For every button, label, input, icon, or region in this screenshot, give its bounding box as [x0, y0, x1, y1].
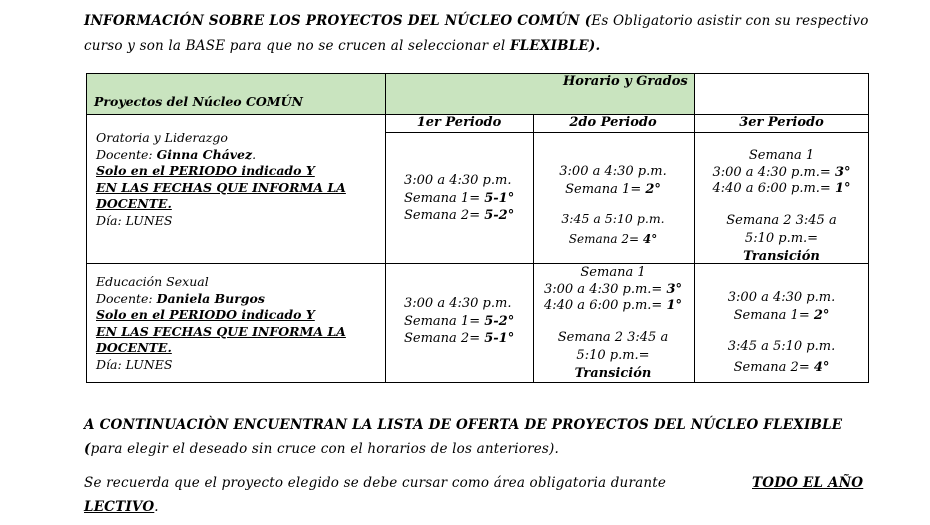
row2-p1-week2: Semana 2=	[404, 331, 485, 346]
row2-p1-grade2: 5-1°	[484, 331, 515, 346]
row1-project-cell	[96, 130, 381, 229]
intro-flexible: FLEXIBLE).	[509, 38, 601, 54]
header-projects-label: Proyectos del Núcleo COMÚN	[94, 94, 303, 109]
flex-reminder-line	[84, 471, 866, 496]
row2-period2-cell	[533, 265, 693, 382]
row2-p2-time3: 5:10 p.m.=	[576, 348, 650, 363]
row2-p1-time: 3:00 a 4:30 p.m.	[404, 296, 512, 311]
row2-teacher-label: Docente:	[96, 290, 157, 306]
row1-p3-transition: Transición	[743, 248, 820, 264]
row1-p2-week2: Semana 2=	[568, 231, 643, 246]
flex-paren-close: ).	[549, 441, 560, 457]
header-right-label	[563, 74, 688, 91]
flex-paren-line	[84, 437, 866, 462]
row1-p2-time2: 3:45 a 5:10 p.m.	[561, 211, 665, 226]
period-2-label: 2do Periodo	[569, 115, 657, 130]
row1-period3-cell	[694, 148, 869, 265]
row2-p3-week1: Semana 1=	[733, 307, 814, 323]
row1-note-2: EN LAS FECHAS QUE INFORMA LA	[96, 179, 346, 195]
row1-p3-time2: 4:40 a 6:00 p.m.=	[712, 181, 835, 196]
intro-line-1	[84, 9, 869, 34]
row2-p3-grade1: 2°	[813, 307, 830, 323]
period-header-3	[694, 115, 869, 132]
row2-p3-week2: Semana 2=	[733, 359, 814, 375]
row1-p1-week2: Semana 2=	[404, 208, 485, 223]
row2-p1-grade1: 5-2°	[484, 313, 515, 329]
flex-lectivo: LECTIVO	[84, 499, 155, 515]
row1-p1-grade1: 5-1°	[484, 190, 515, 206]
row1-period1-cell	[404, 172, 539, 225]
table-col1-divider	[385, 73, 386, 383]
row1-p3-week2: Semana 2 3:45 a	[726, 212, 837, 228]
header-schedule-label: Horario y Grados	[563, 74, 688, 89]
schedule-table	[86, 73, 869, 383]
row2-p3-time2: 3:45 a 5:10 p.m.	[727, 339, 836, 354]
row2-p1-week1: Semana 1=	[404, 313, 485, 329]
row1-p1-week1: Semana 1=	[404, 190, 485, 206]
table-right-border	[868, 73, 869, 383]
table-left-border	[86, 73, 87, 383]
flex-paren-text: para elegir el deseado sin cruce con el horarios de los anteriores	[90, 441, 550, 457]
period-header-1	[385, 115, 533, 132]
row1-teacher: Ginna Chávez	[156, 146, 253, 162]
intro-bold: INFORMACIÓN SOBRE LOS PROYECTOS DEL NÚCLEO COMÚN (	[84, 13, 592, 29]
period-header-2	[533, 115, 693, 132]
row2-p2-grade2: 1°	[666, 298, 683, 313]
row2-note-3: DOCENTE.	[96, 340, 172, 355]
row1-note-3: DOCENTE.	[96, 196, 172, 211]
row2-p2-transition: Transición	[574, 365, 652, 381]
row1-p2-week1: Semana 1=	[565, 181, 646, 197]
row1-p1-time: 3:00 a 4:30 p.m.	[404, 173, 512, 188]
row2-project-cell	[96, 274, 381, 373]
table-top-border	[86, 73, 869, 74]
row1-p2-time1: 3:00 a 4:30 p.m.	[559, 164, 667, 179]
flex-heading	[84, 413, 866, 438]
flex-lectivo-period: .	[154, 499, 159, 515]
row2-note-1: Solo en el PERIODO indicado Y	[96, 307, 315, 322]
table-header-divider	[385, 114, 869, 115]
flex-todo	[752, 471, 872, 496]
row2-p2-time2: 4:40 a 6:00 p.m.=	[543, 298, 667, 313]
row2-p3-time1: 3:00 a 4:30 p.m.	[727, 290, 836, 305]
flex-todo-text: TODO EL AÑO	[752, 475, 864, 491]
flex-reminder: Se recuerda que el proyecto elegido se debe cursar como área obligatoria durante	[84, 475, 667, 491]
table-row-divider	[86, 263, 869, 264]
row2-p2-week2: Semana 2 3:45 a	[557, 329, 669, 345]
table-col2-divider	[533, 114, 534, 383]
row2-note-2: EN LAS FECHAS QUE INFORMA LA	[96, 323, 346, 339]
flex-lectivo-line	[84, 495, 866, 520]
table-bottom-border	[86, 382, 869, 383]
flex-heading-text: A CONTINUACIÒN ENCUENTRAN LA LISTA DE OFERTA DE PROYECTOS DEL NÚCLEO FLEXIBLE	[84, 417, 843, 433]
intro-text: Es Obligatorio asistir con su respectivo	[591, 13, 869, 29]
table-col3-divider	[694, 73, 695, 383]
row1-p2-grade1: 2°	[645, 181, 661, 197]
row2-p2-week1: Semana 1	[580, 265, 646, 280]
row2-teacher: Daniela Burgos	[156, 290, 265, 306]
row1-note-1: Solo en el PERIODO indicado Y	[96, 163, 315, 178]
row2-p2-grade1: 3°	[666, 281, 683, 297]
row2-period3-cell	[694, 289, 869, 376]
row2-day: Día: LUNES	[96, 356, 173, 372]
intro-line2-text: curso y son la BASE para que no se crucen al seleccionar el	[84, 38, 510, 54]
row1-p3-grade1: 3°	[834, 164, 851, 180]
row1-p3-grade2: 1°	[834, 181, 851, 196]
table-header-bottom	[86, 114, 385, 115]
row1-p3-time3: 5:10 p.m.=	[744, 231, 819, 246]
row2-title: Educación Sexual	[96, 274, 209, 289]
row1-day: Día: LUNES	[96, 212, 173, 228]
row2-p2-time1: 3:00 a 4:30 p.m.=	[543, 281, 667, 297]
row1-teacher-label: Docente:	[96, 146, 157, 162]
period-3-label: 3er Periodo	[739, 115, 824, 130]
table-period-divider	[385, 132, 869, 133]
intro-line-2	[84, 34, 866, 59]
row1-p1-grade2: 5-2°	[484, 208, 515, 223]
row1-title: Oratoria y Liderazgo	[96, 130, 228, 145]
row2-p3-grade2: 4°	[813, 359, 830, 375]
row2-period1-cell	[404, 295, 539, 348]
header-left-label	[94, 94, 303, 111]
row1-period2-cell	[533, 163, 693, 248]
flex-paren-open: (	[84, 441, 91, 457]
row1-p2-grade2: 4°	[642, 231, 658, 246]
period-1-label: 1er Periodo	[416, 115, 502, 130]
row1-p3-week1: Semana 1	[748, 148, 815, 163]
intro-paragraph	[84, 9, 869, 59]
row1-teacher-suffix: .	[252, 146, 257, 162]
row1-p3-time1: 3:00 a 4:30 p.m.=	[712, 164, 835, 180]
